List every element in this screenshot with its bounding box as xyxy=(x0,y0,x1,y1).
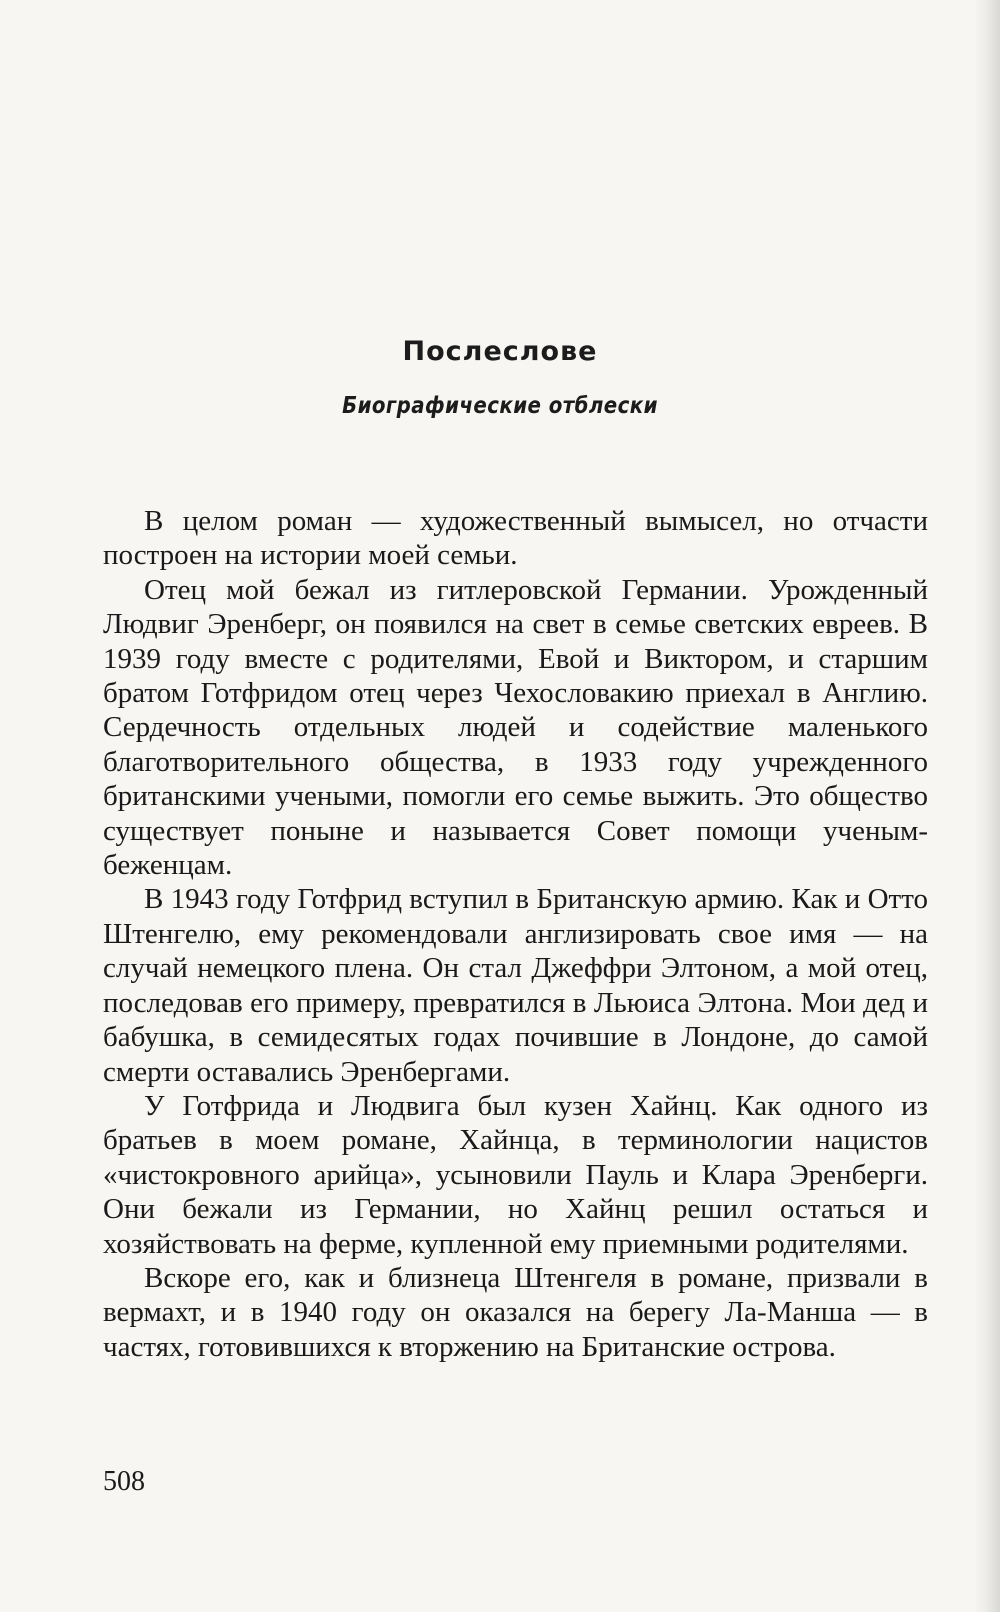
page-number: 508 xyxy=(103,1466,145,1497)
paragraph: У Готфрида и Людвига был кузен Хайнц. Как одного из братьев в моем романе, Хайнца, в терминологии нацистов «чистокровного арийца», усыновили Пауль и Клара Эренберги. Они бежали из Германии, но Хайнц решил остаться и хозяйствовать на ферме, купленной ему приемными родителями. xyxy=(103,1089,928,1260)
paragraph: В 1943 году Готфрид вступил в Британскую армию. Как и Отто Штенгелю, ему рекомендовали англизировать свое имя — на случай немецкого плена. Он стал Джеффри Элтоном, а мой отец, последовав его примеру, превратился в Льюиса Элтона. Мои дед и бабушка, в семидесятых годах почившие в Лондоне, до самой смерти оставались Эренбергами. xyxy=(103,883,928,1088)
chapter-title: Послеслове xyxy=(402,336,598,367)
paragraph: Отец мой бежал из гитлеровской Германии. Урожденный Людвиг Эренберг, он появился на свет в семье светских евреев. В 1939 году вместе с родителями, Евой и Виктором, и старшим братом Готфридом отец через Чехословакию приехал в Англию. Сердечность отдельных людей и содействие маленького благотворительного общества, в 1933 году учрежденного британскими учеными, помогли его семье выжить. Это общество существует поныне и называется Совет помощи ученым-беженцам. xyxy=(103,573,928,882)
page-edge-shadow xyxy=(974,0,1000,1612)
chapter-subtitle: Биографические отблески xyxy=(342,393,658,419)
paragraph: В целом роман — художественный вымысел, но отчасти построен на истории моей семьи. xyxy=(103,505,928,572)
body-text xyxy=(103,504,928,1364)
paragraph: Вскоре его, как и близнеца Штенгеля в романе, призвали в вермахт, и в 1940 году он оказался на берегу Ла-Манша — в частях, готовившихся к вторжению на Британские острова. xyxy=(103,1261,928,1363)
